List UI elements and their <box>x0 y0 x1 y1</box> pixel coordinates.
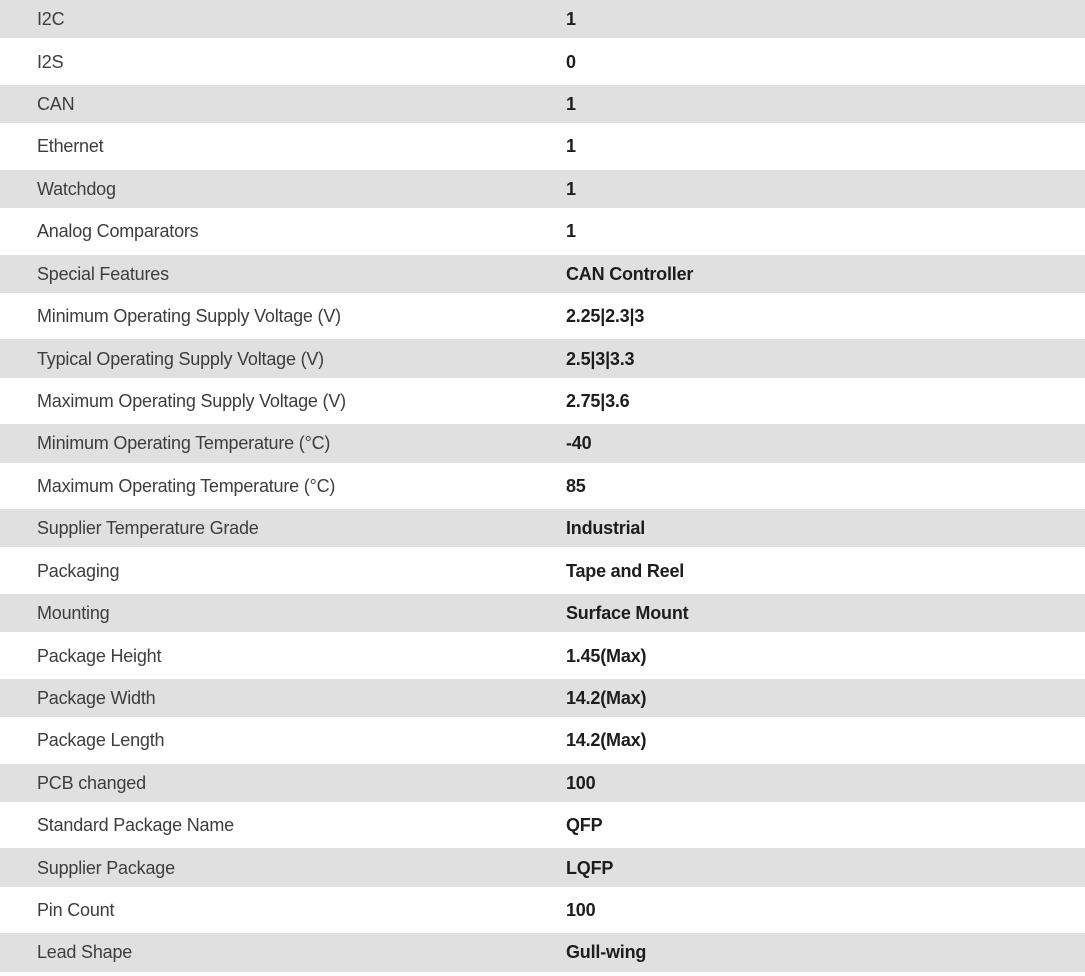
spec-label: I2C <box>37 9 65 30</box>
table-row <box>0 212 1085 254</box>
spec-value: 14.2(Max) <box>566 730 647 751</box>
table-row <box>0 170 1085 212</box>
table-row <box>0 85 1085 127</box>
table-row <box>0 764 1085 806</box>
spec-label: Pin Count <box>37 900 115 921</box>
spec-value: 14.2(Max) <box>566 687 647 708</box>
spec-label: Mounting <box>37 603 110 624</box>
spec-value: 2.5|3|3.3 <box>566 348 635 369</box>
spec-label: Standard Package Name <box>37 815 234 836</box>
spec-value: 85 <box>566 475 586 496</box>
spec-value: Industrial <box>566 518 646 539</box>
spec-label: PCB changed <box>37 772 146 793</box>
table-row <box>0 42 1085 84</box>
spec-label: Package Length <box>37 730 165 751</box>
spec-label: I2S <box>37 51 64 72</box>
table-row <box>0 255 1085 297</box>
spec-label: Supplier Temperature Grade <box>37 518 259 539</box>
spec-label: Packaging <box>37 560 120 581</box>
table-row <box>0 127 1085 169</box>
spec-value: 1.45(Max) <box>566 645 647 666</box>
table-row <box>0 721 1085 763</box>
spec-value: 2.25|2.3|3 <box>566 306 645 327</box>
spec-value: -40 <box>566 433 592 454</box>
spec-value: Surface Mount <box>566 603 689 624</box>
spec-value: 100 <box>566 900 596 921</box>
table-row <box>0 0 1085 42</box>
spec-label: Supplier Package <box>37 857 175 878</box>
spec-label: Minimum Operating Temperature (°C) <box>37 433 331 454</box>
spec-value: 1 <box>566 178 576 199</box>
table-row <box>0 806 1085 848</box>
spec-value: 0 <box>566 51 576 72</box>
spec-value: CAN Controller <box>566 263 694 284</box>
spec-value: Tape and Reel <box>566 560 685 581</box>
spec-label: CAN <box>37 94 75 115</box>
spec-label: Maximum Operating Supply Voltage (V) <box>37 391 346 411</box>
table-row <box>0 891 1085 933</box>
spec-value: 1 <box>566 221 576 242</box>
table-row <box>0 636 1085 678</box>
spec-label: Lead Shape <box>37 942 133 963</box>
spec-label: Maximum Operating Temperature (°C) <box>37 475 336 496</box>
spec-label: Analog Comparators <box>37 221 199 242</box>
spec-label: Minimum Operating Supply Voltage (V) <box>37 306 341 327</box>
spec-value: 2.75|3.6 <box>566 391 630 411</box>
table-row <box>0 382 1085 424</box>
spec-value: 1 <box>566 136 576 157</box>
table-row <box>0 679 1085 721</box>
table-row <box>0 848 1085 890</box>
spec-value: 1 <box>566 9 576 30</box>
spec-label: Package Width <box>37 687 156 708</box>
spec-value: QFP <box>566 815 603 836</box>
table-row <box>0 509 1085 551</box>
spec-value: Gull-wing <box>566 942 647 963</box>
spec-value: 100 <box>566 772 596 793</box>
spec-label: Typical Operating Supply Voltage (V) <box>37 348 324 369</box>
spec-label: Watchdog <box>37 178 116 199</box>
table-row <box>0 933 1085 975</box>
spec-value: LQFP <box>566 857 614 878</box>
spec-label: Ethernet <box>37 136 104 157</box>
table-row <box>0 339 1085 381</box>
table-row <box>0 467 1085 509</box>
spec-value: 1 <box>566 94 576 115</box>
spec-label: Special Features <box>37 263 169 284</box>
spec-label: Package Height <box>37 645 162 666</box>
table-row <box>0 424 1085 466</box>
table-row <box>0 551 1085 593</box>
table-row <box>0 594 1085 636</box>
table-row <box>0 297 1085 339</box>
